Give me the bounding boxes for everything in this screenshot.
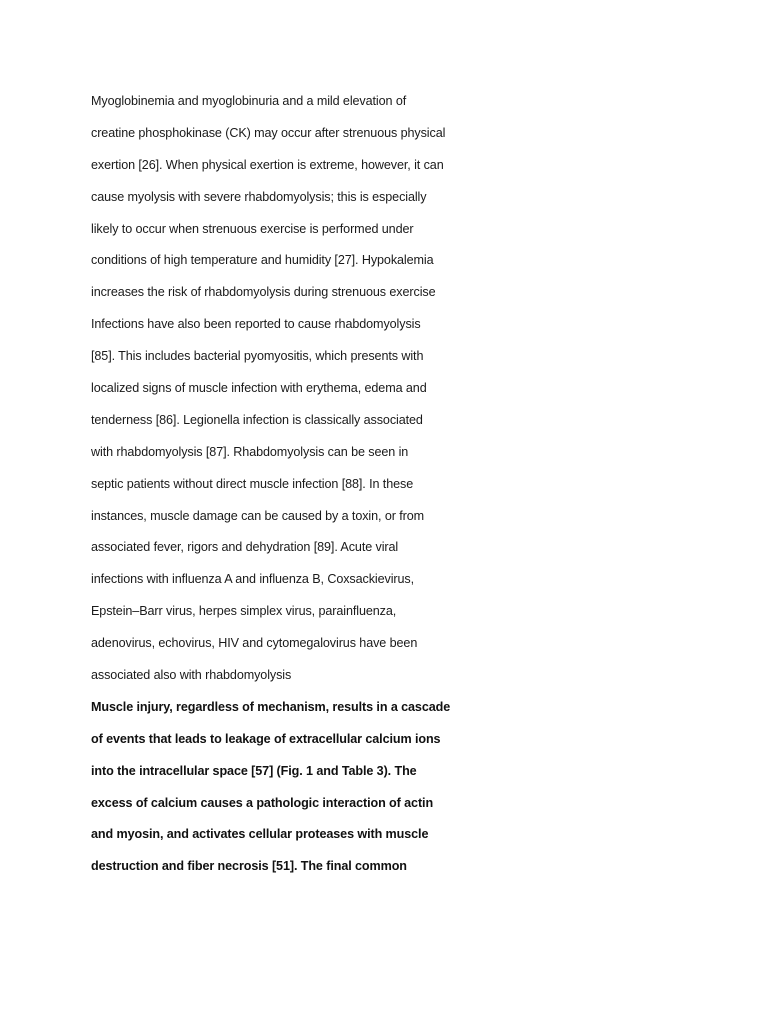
text-line: Infections have also been reported to cause rhabdomyolysis xyxy=(91,317,421,332)
text-line: exertion [26]. When physical exertion is extreme, however, it can xyxy=(91,157,444,172)
text-line: septic patients without direct muscle infection [88]. In these xyxy=(91,476,414,491)
paragraph-muscle-injury xyxy=(91,692,511,883)
text-line: destruction and fiber necrosis [51]. The final common xyxy=(91,859,407,874)
text-line: [85]. This includes bacterial pyomyositis, which presents with xyxy=(91,349,424,364)
text-line: adenovirus, echovirus, HIV and cytomegalovirus have been xyxy=(91,636,418,651)
body-text xyxy=(91,86,511,883)
text-line: with rhabdomyolysis [87]. Rhabdomyolysis can be seen in xyxy=(91,444,409,459)
text-line: cause myolysis with severe rhabdomyolysis; this is especially xyxy=(91,189,427,204)
text-line: increases the risk of rhabdomyolysis during strenuous exercise xyxy=(91,285,436,300)
text-line: instances, muscle damage can be caused by a toxin, or from xyxy=(91,508,425,523)
paragraph-exertion-infection xyxy=(91,86,511,692)
text-line: excess of calcium causes a pathologic interaction of actin xyxy=(91,795,434,810)
text-line: likely to occur when strenuous exercise is performed under xyxy=(91,221,414,236)
text-line: localized signs of muscle infection with erythema, edema and xyxy=(91,381,427,396)
text-line: associated fever, rigors and dehydration [89]. Acute viral xyxy=(91,540,399,555)
text-line: conditions of high temperature and humidity [27]. Hypokalemia xyxy=(91,253,434,268)
text-line: of events that leads to leakage of extracellular calcium ions xyxy=(91,731,441,746)
text-line: Muscle injury, regardless of mechanism, results in a cascade xyxy=(91,699,451,714)
text-line: infections with influenza A and influenza B, Coxsackievirus, xyxy=(91,572,415,587)
text-line: Myoglobinemia and myoglobinuria and a mild elevation of xyxy=(91,94,407,108)
text-line: associated also with rhabdomyolysis xyxy=(91,668,292,683)
text-line: creatine phosphokinase (CK) may occur after strenuous physical xyxy=(91,125,446,140)
text-line: Epstein–Barr virus, herpes simplex virus, parainfluenza, xyxy=(91,604,397,619)
text-line: and myosin, and activates cellular proteases with muscle xyxy=(91,827,429,842)
text-line: tenderness [86]. Legionella infection is classically associated xyxy=(91,412,423,427)
text-line: into the intracellular space [57] (Fig. 1 and Table 3). The xyxy=(91,763,417,778)
